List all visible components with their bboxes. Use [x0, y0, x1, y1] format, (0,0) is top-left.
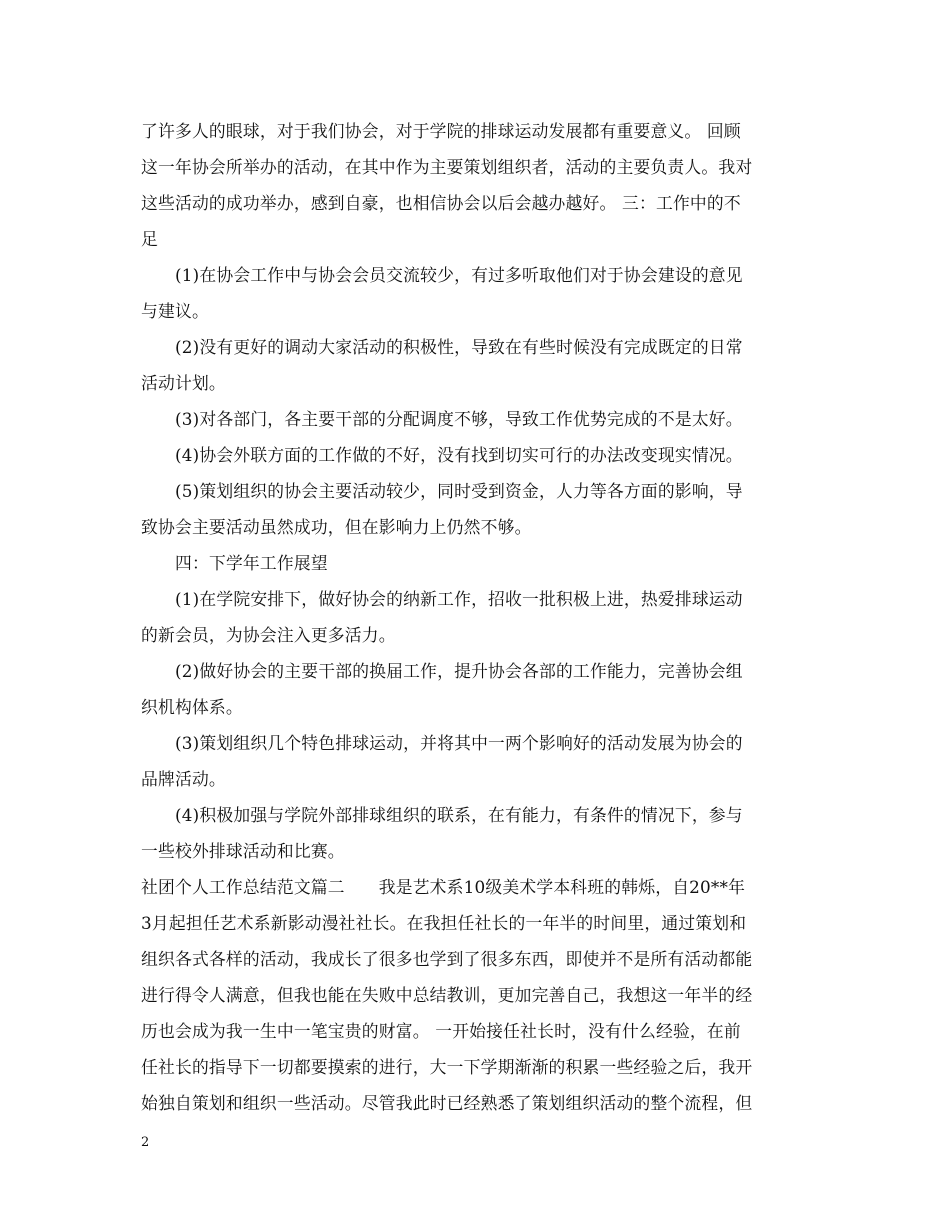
text-line: 了许多人的眼球，对于我们协会，对于学院的排球运动发展都有重要意义。 回顾	[141, 121, 741, 141]
text-line: 与建议。	[141, 301, 209, 321]
text-line: (4)积极加强与学院外部排球组织的联系，在有能力，有条件的情况下，参与	[175, 805, 743, 825]
page-number: 2	[141, 1135, 150, 1150]
document-body	[141, 113, 813, 1121]
text-line: 组织各式各样的活动，我成长了很多也学到了很多东西，即使并不是所有活动都能	[141, 949, 753, 969]
text-line: 这一年协会所举办的活动，在其中作为主要策划组织者，活动的主要负责人。我对	[141, 157, 753, 177]
text-line: 足	[141, 229, 158, 249]
text-line: (3)策划组织几个特色排球运动，并将其中一两个影响好的活动发展为协会的	[175, 733, 743, 753]
text-line: 进行得令人满意，但我也能在失败中总结教训，更加完善自己，我想这一年半的经	[141, 985, 753, 1005]
text-line: (2)做好协会的主要干部的换届工作，提升协会各部的工作能力，完善协会组	[175, 661, 743, 681]
text-line: 一些校外排球活动和比赛。	[141, 841, 345, 861]
text-line: 活动计划。	[141, 373, 226, 393]
text-line: (5)策划组织的协会主要活动较少，同时受到资金，人力等各方面的影响，导	[175, 481, 743, 501]
text-line: (1)在学院安排下，做好协会的纳新工作，招收一批积极上进，热爱排球运动	[175, 589, 743, 609]
text-line: 织机构体系。	[141, 697, 243, 717]
text-line: 这些活动的成功举办，感到自豪，也相信协会以后会越办越好。 三：工作中的不	[141, 193, 741, 213]
text-line: 3月起担任艺术系新影动漫社社长。在我担任社长的一年半的时间里，通过策划和	[141, 913, 747, 933]
text-line: 历也会成为我一生中一笔宝贵的财富。 一开始接任社长时，没有什么经验，在前	[141, 1021, 741, 1041]
text-line: 品牌活动。	[141, 769, 226, 789]
text-line: 任社长的指导下一切都要摸索的进行，大一下学期渐渐的积累一些经验之后，我开	[141, 1057, 753, 1077]
text-line: 始独自策划和组织一些活动。尽管我此时已经熟悉了策划组织活动的整个流程，但	[141, 1093, 753, 1113]
text-line: 四：下学年工作展望	[175, 553, 328, 573]
text-line: (3)对各部门，各主要干部的分配调度不够，导致工作优势完成的不是太好。	[175, 409, 743, 429]
text-line: 的新会员，为协会注入更多活力。	[141, 625, 396, 645]
text-line: 致协会主要活动虽然成功，但在影响力上仍然不够。	[141, 517, 532, 537]
text-line: (1)在协会工作中与协会会员交流较少，有过多听取他们对于协会建设的意见	[175, 265, 743, 285]
text-line: 社团个人工作总结范文篇二 我是艺术系10级美术学本科班的韩烁，自20**年	[141, 877, 746, 897]
text-line: (2)没有更好的调动大家活动的积极性，导致在有些时候没有完成既定的日常	[175, 337, 743, 357]
text-line: (4)协会外联方面的工作做的不好，没有找到切实可行的办法改变现实情况。	[175, 445, 743, 465]
